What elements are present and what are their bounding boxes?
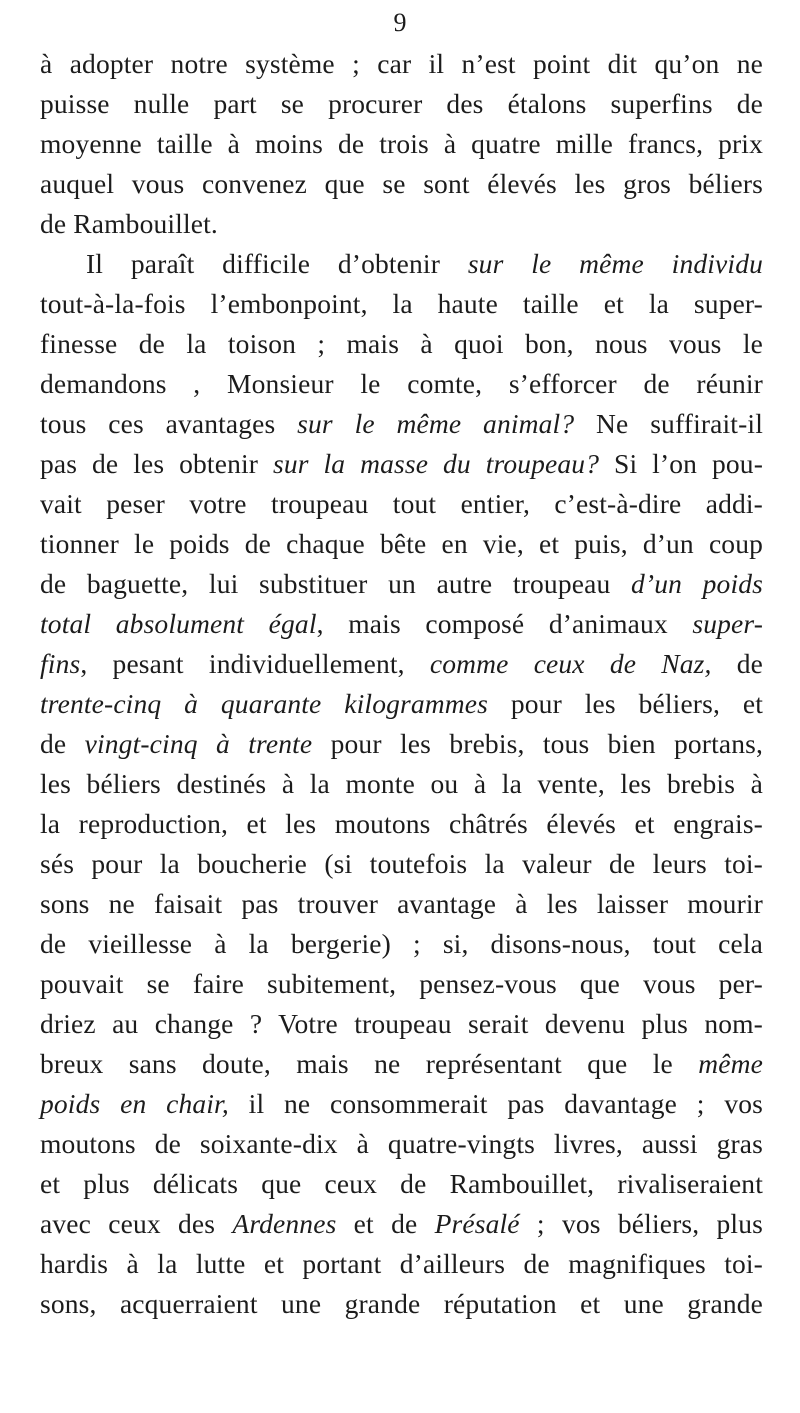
text-line <box>40 644 763 684</box>
text-segment: pouvait se faire subitement, pensez-vous que vous per- <box>40 968 763 999</box>
italic-text-segment: fins <box>40 648 81 679</box>
text-segment: sons, acquerraient une grande réputation et une grande <box>40 1288 763 1319</box>
italic-text-segment: même <box>698 1048 763 1079</box>
text-line <box>40 1004 763 1044</box>
text-line <box>40 524 763 564</box>
text-segment: ; vos béliers, plus <box>519 1208 763 1239</box>
text-line <box>40 1244 763 1284</box>
text-line <box>40 884 763 924</box>
text-line <box>40 1044 763 1084</box>
text-segment: pour les béliers, et <box>488 688 763 719</box>
text-line <box>40 124 763 164</box>
text-line <box>40 364 763 404</box>
text-line <box>40 404 763 444</box>
italic-text-segment: trente-cinq à quarante kilogrammes <box>40 688 488 719</box>
text-segment: les béliers destinés à la monte ou à la vente, les brebis à <box>40 768 763 799</box>
text-segment: de vieillesse à la bergerie) ; si, disons-nous, tout cela <box>40 928 763 959</box>
italic-text-segment: poids en chair, <box>40 1088 229 1119</box>
text-line <box>40 244 763 284</box>
text-segment: de baguette, lui substituer un autre troupeau <box>40 568 631 599</box>
text-segment: et de <box>336 1208 435 1239</box>
italic-text-segment: comme ceux de Naz, <box>429 648 712 679</box>
italic-text-segment: vingt-cinq à trente <box>84 728 313 759</box>
text-line <box>40 1124 763 1164</box>
text-segment: tous ces avantages <box>40 408 298 439</box>
text-segment: sons ne faisait pas trouver avantage à les laisser mourir <box>40 888 763 919</box>
text-segment: demandons , Monsieur le comte, s’efforcer de réunir <box>40 368 763 399</box>
text-segment: Ne suffirait-il <box>574 408 763 439</box>
text-segment: sés pour la boucherie (si toutefois la valeur de leurs toi- <box>40 848 763 879</box>
italic-text-segment: sur le même animal? <box>297 408 575 439</box>
page-number: 9 <box>393 8 407 37</box>
text-segment: de Rambouillet. <box>40 208 218 239</box>
text-segment: la reproduction, et les moutons châtrés élevés et engrais- <box>40 808 763 839</box>
text-line <box>40 204 763 244</box>
text-segment: vait peser votre troupeau tout entier, c’est-à-dire addi- <box>40 488 763 519</box>
text-segment: auquel vous convenez que se sont élevés les gros béliers <box>40 168 763 199</box>
italic-text-segment: super- <box>692 608 764 639</box>
text-line <box>40 444 763 484</box>
text-line <box>40 1284 763 1324</box>
text-line <box>40 604 763 644</box>
text-segment: avec ceux des <box>40 1208 233 1239</box>
text-line <box>40 324 763 364</box>
text-segment: , pesant individuellement, <box>80 648 430 679</box>
text-line <box>40 804 763 844</box>
text-segment: de <box>711 648 764 679</box>
text-segment: de <box>40 728 85 759</box>
text-segment: pour les brebis, tous bien portans, <box>312 728 763 759</box>
body-text <box>40 44 763 1324</box>
text-line <box>40 484 763 524</box>
text-segment: tout-à-la-fois l’embonpoint, la haute taille et la super- <box>40 288 763 319</box>
text-segment: il ne consommerait pas davantage ; vos <box>228 1088 763 1119</box>
text-line <box>40 164 763 204</box>
text-segment: finesse de la toison ; mais à quoi bon, nous vous le <box>40 328 763 359</box>
text-line <box>40 44 763 84</box>
italic-text-segment: sur la masse du troupeau? <box>272 448 600 479</box>
text-line <box>40 84 763 124</box>
text-line <box>40 1204 763 1244</box>
text-segment: à adopter notre système ; car il n’est point dit qu’on ne <box>40 48 763 79</box>
italic-text-segment: total absolument égal <box>40 608 317 639</box>
italic-text-segment: sur le même individu <box>467 248 763 279</box>
italic-text-segment: Présalé <box>434 1208 520 1239</box>
text-segment: breux sans doute, mais ne représentant que le <box>40 1048 699 1079</box>
text-line <box>40 924 763 964</box>
text-line <box>40 284 763 324</box>
text-line <box>40 1164 763 1204</box>
text-line <box>40 844 763 884</box>
text-line <box>40 684 763 724</box>
italic-text-segment: Ardennes <box>232 1208 337 1239</box>
text-segment: moutons de soixante-dix à quatre-vingts livres, aussi gras <box>40 1128 763 1159</box>
text-segment: moyenne taille à moins de trois à quatre mille francs, prix <box>40 128 763 159</box>
text-segment: puisse nulle part se procurer des étalons superfins de <box>40 88 763 119</box>
text-segment: et plus délicats que ceux de Rambouillet, rivaliseraient <box>40 1168 763 1199</box>
text-segment: tionner le poids de chaque bête en vie, et puis, d’un coup <box>40 528 763 559</box>
text-segment: Si l’on pou- <box>599 448 764 479</box>
text-segment: Il paraît difficile d’obtenir <box>86 248 468 279</box>
text-segment: driez au change ? Votre troupeau serait devenu plus nom- <box>40 1008 763 1039</box>
italic-text-segment: d’un poids <box>631 568 763 599</box>
text-segment: hardis à la lutte et portant d’ailleurs de magnifiques toi- <box>40 1248 763 1279</box>
text-line <box>40 564 763 604</box>
text-segment: , mais composé d’animaux <box>316 608 693 639</box>
text-line <box>40 724 763 764</box>
text-line <box>40 964 763 1004</box>
text-line <box>40 1084 763 1124</box>
text-line <box>40 764 763 804</box>
text-segment: pas de les obtenir <box>40 448 273 479</box>
